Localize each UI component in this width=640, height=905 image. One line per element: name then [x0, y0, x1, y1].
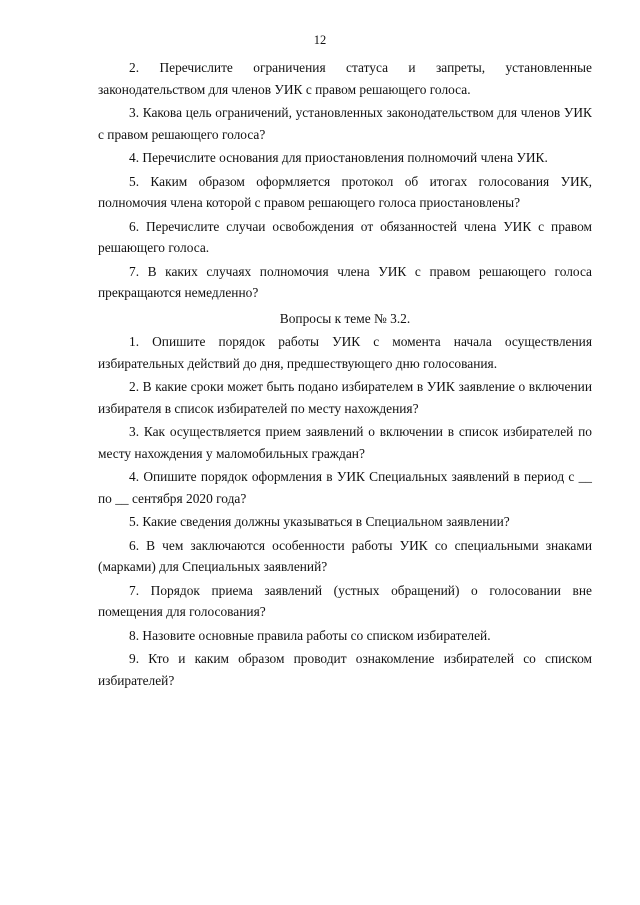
question-text: Каким образом оформляется протокол об итогах голосования УИК, полномочия члена которой с правом решающего голоса приостановлены? — [98, 173, 592, 210]
question-number: 3. — [129, 424, 140, 439]
question-text: Опишите порядок оформления в УИК Специальных заявлений в период с __ по __ сентября 2020 года? — [98, 469, 592, 506]
question-number: 9. — [129, 651, 140, 666]
question-number: 7. — [129, 263, 140, 279]
question-number: 7. — [129, 582, 140, 598]
question-text: Какова цель ограничений, установленных законодательством для членов УИК с правом решающего голоса? — [98, 105, 592, 142]
question-text: Опишите порядок работы УИК с момента начала осуществления избирательных действий до дня, предшествующего дню голосования. — [98, 334, 592, 371]
question-number: 4. — [129, 150, 140, 165]
question-item — [98, 376, 592, 419]
question-text: Порядок приема заявлений (устных обращений) о голосовании вне помещения для голосования? — [98, 582, 592, 619]
question-item — [98, 147, 592, 169]
question-text: В каких случаях полномочия члена УИК с правом решающего голоса прекращаются немедленно? — [98, 263, 592, 300]
question-number: 4. — [129, 469, 140, 484]
question-text: Как осуществляется прием заявлений о включении в список избирателей по месту нахождения у маломобильных граждан? — [98, 424, 592, 461]
question-item — [98, 331, 592, 374]
question-text: Перечислите ограничения статуса и запреты, установленные законодательством для членов УИК с правом решающего голоса. — [98, 60, 592, 97]
question-item — [98, 648, 592, 691]
page-number: 12 — [313, 33, 327, 47]
question-text: Перечислите основания для приостановления полномочий члена УИК. — [142, 150, 548, 165]
question-number: 6. — [129, 537, 140, 553]
question-item — [98, 171, 592, 214]
question-number: 8. — [129, 627, 140, 643]
question-text: В чем заключаются особенности работы УИК со специальными знаками (марками) для Специальных заявлений? — [98, 537, 592, 574]
question-text: Перечислите случаи освобождения от обязанностей члена УИК с правом решающего голоса. — [98, 218, 592, 255]
question-item — [98, 421, 592, 464]
question-item — [98, 57, 592, 100]
question-number: 5. — [129, 173, 140, 189]
question-item — [98, 216, 592, 259]
question-item — [98, 511, 592, 533]
question-text: В какие сроки может быть подано избирателем в УИК заявление о включении избирателя в список избирателей по месту нахождения? — [98, 379, 592, 416]
section-heading: Вопросы к теме № 3.2. — [279, 310, 411, 326]
question-number: 2. — [129, 379, 140, 394]
question-number: 1. — [129, 334, 140, 349]
questions-list-before — [98, 57, 592, 304]
page-content — [98, 57, 592, 693]
question-number: 3. — [129, 105, 140, 120]
question-item — [98, 535, 592, 578]
question-item — [98, 261, 592, 304]
question-text: Назовите основные правила работы со списком избирателей. — [142, 627, 491, 643]
question-item — [98, 580, 592, 623]
question-item — [98, 102, 592, 145]
question-text: Какие сведения должны указываться в Специальном заявлении? — [142, 514, 510, 529]
question-number: 5. — [129, 514, 140, 529]
question-number: 6. — [129, 218, 140, 234]
question-item — [98, 625, 592, 647]
question-number: 2. — [129, 60, 140, 75]
question-text: Кто и каким образом проводит ознакомление избирателей со списком избирателей? — [98, 651, 592, 688]
questions-list-after — [98, 331, 592, 691]
question-item — [98, 466, 592, 509]
